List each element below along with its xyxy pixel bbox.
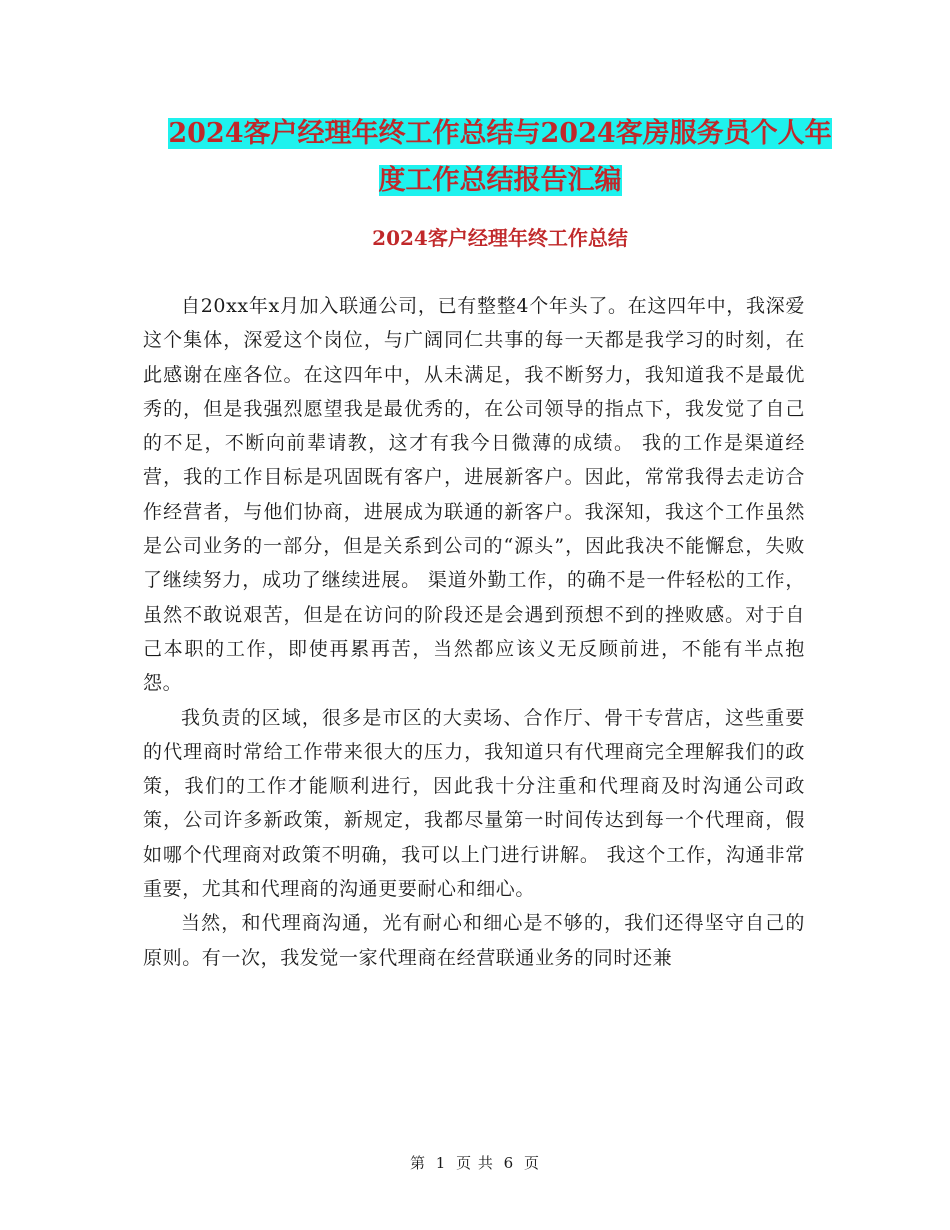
- paragraph-1: 自20xx年x月加入联通公司，已有整整4个年头了。在这四年中，我深爱这个集体，深爱这个岗位，与广阔同仁共事的每一天都是我学习的时刻，在此感谢在座各位。在这四年中，从未满足，我不断努力，我知道我不是最优秀的，但是我强烈愿望我是最优秀的，在公司领导的指点下，我发觉了自己的不足，不断向前辈请教，这才有我今日微薄的成绩。 我的工作是渠道经营，我的工作目标是巩固既有客户，进展新客户。因此，常常我得去走访合作经营者，与他们协商，进展成为联通的新客户。我深知，我这个工作虽然是公司业务的一部分，但是关系到公司的“源头”，因此我决不能懈怠，失败了继续努力，成功了继续进展。 渠道外勤工作，的确不是一件轻松的工作，虽然不敢说艰苦，但是在访问的阶段还是会遇到预想不到的挫败感。对于自己本职的工作，即使再累再苦，当然都应该义无反顾前进，不能有半点抱怨。: [143, 295, 805, 695]
- footer-suffix: 页: [524, 1154, 541, 1172]
- document-title-line-2: 度工作总结报告汇编: [378, 165, 622, 196]
- footer-total-pages: 6: [503, 1154, 515, 1172]
- document-title: [140, 110, 860, 204]
- document-title-line-1: 2024客户经理年终工作总结与2024客房服务员个人年: [168, 118, 832, 149]
- footer-prefix: 第: [409, 1154, 426, 1172]
- footer-middle: 页 共: [456, 1154, 494, 1172]
- page-footer: [0, 1152, 950, 1173]
- body-text: [143, 289, 805, 975]
- footer-page-number: 1: [435, 1154, 447, 1172]
- section-title: 2024客户经理年终工作总结: [372, 226, 628, 250]
- paragraph-3: 当然，和代理商沟通，光有耐心和细心是不够的，我们还得坚守自己的原则。有一次，我发觉一家代理商在经营联通业务的同时还兼: [143, 912, 805, 969]
- paragraph-2: 我负责的区域，很多是市区的大卖场、合作厅、骨干专营店，这些重要的代理商时常给工作带来很大的压力，我知道只有代理商完全理解我们的政策，我们的工作才能顺利进行，因此我十分注重和代理商及时沟通公司政策，公司许多新政策，新规定，我都尽量第一时间传达到每一个代理商，假如哪个代理商对政策不明确，我可以上门进行讲解。 我这个工作，沟通非常重要，尤其和代理商的沟通更要耐心和细心。: [143, 706, 805, 901]
